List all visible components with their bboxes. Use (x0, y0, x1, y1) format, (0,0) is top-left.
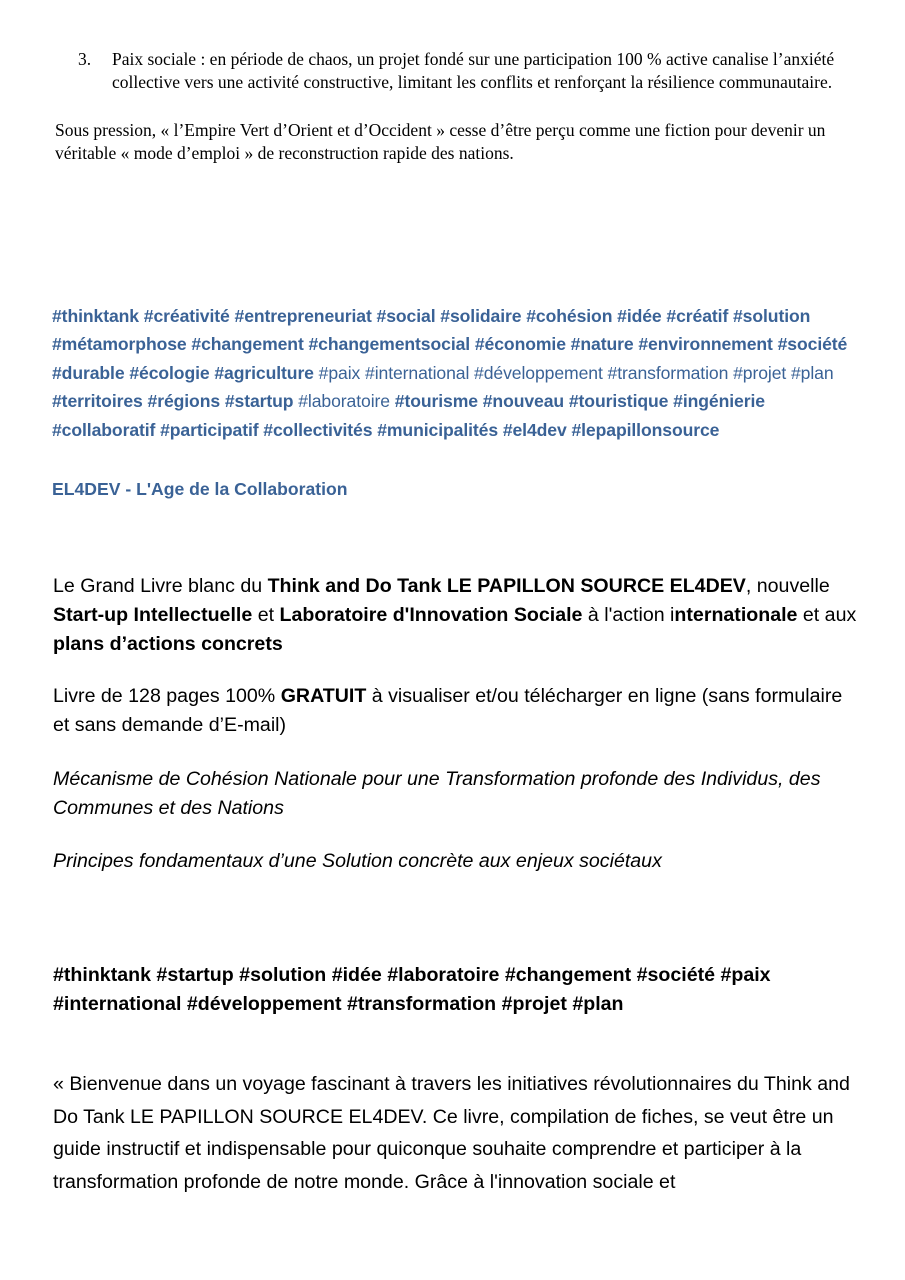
body-paragraph-3-italic: Mécanisme de Cohésion Nationale pour une Transformation profonde des Individus, des Communes et des Nations (53, 768, 821, 820)
p1-part2: , nouvelle (745, 575, 830, 597)
list-item-marker: 3. (78, 49, 92, 69)
body-paragraph-1 (53, 572, 858, 660)
p1-bold5: plans d’actions concrets (53, 633, 283, 656)
numbered-list-item (0, 48, 905, 95)
black-hashtag-line-2[interactable]: #international #développement #transformation #projet #plan (53, 993, 624, 1016)
p2-part1: Livre de 128 pages 100% (53, 684, 281, 707)
p1-bold1: Think and Do Tank LE PAPILLON SOURCE EL4DEV (267, 575, 746, 597)
black-hashtag-line-1[interactable]: #thinktank #startup #solution #idée #laboratoire #changement #société #paix (53, 964, 771, 986)
p1-bold4: nternationale (674, 604, 798, 627)
p2-part2: à visualiser et/ou télécharger en ligne (sans formulaire et sans demande d’E-mail) (53, 684, 843, 736)
hashtag-line-1[interactable]: #thinktank #créativité #entrepreneuriat #social #solidaire #cohésion #idée #créatif #solution (52, 306, 811, 326)
p1-part1: Le Grand Livre blanc du (53, 575, 268, 597)
hashtag-line-3-regular[interactable]: #paix #international #développement #transformation (318, 362, 729, 383)
hashtag-block-blue (52, 302, 852, 444)
hashtag-line-3-bold[interactable]: #société #durable #écologie #agriculture (52, 334, 848, 383)
serif-paragraph: Sous pression, « l’Empire Vert d’Orient et d’Occident » cesse d’être perçu comme une fiction pour devenir un véritable « mode d’emploi » de reconstruction rapide des nations. (55, 119, 826, 164)
p1-part4: à l'action i (582, 604, 675, 627)
hashtag-line-4-regular-b[interactable]: #laboratoire (298, 391, 390, 412)
serif-section (0, 48, 905, 166)
hashtag-line-2[interactable]: #métamorphose #changement #changementsocial #économie #nature #environnement (52, 334, 773, 355)
hashtag-line-5[interactable]: #ingénierie #collaboratif #participatif #collectivités #municipalités #el4dev #lepapillonsource (52, 391, 765, 440)
p1-bold3: Laboratoire d'Innovation Sociale (279, 604, 583, 627)
body-paragraph-4-italic: Principes fondamentaux d’une Solution concrète aux enjeux sociétaux (53, 850, 662, 873)
body-paragraph-2 (53, 682, 858, 740)
body-section (53, 572, 858, 901)
hashtag-block-black (53, 961, 858, 1020)
p2-bold1: GRATUIT (280, 684, 367, 707)
hashtag-line-4-regular-a[interactable]: #projet #plan (733, 362, 834, 383)
hashtag-line-4-bold-a[interactable]: #territoires #régions #startup (52, 391, 294, 412)
p1-part3: et (252, 604, 280, 627)
quote-paragraph: « Bienvenue dans un voyage fascinant à travers les initiatives révolutionnaires du Think and Do Tank LE PAPILLON SOURCE EL4DEV. Ce livre, compilation de fiches, se veut être un guide instructif et indispensable pour quiconque souhaite comprendre et participer à la transformation profonde de notre monde. Grâce à l'innovation sociale et (53, 1073, 850, 1193)
hashtag-line-4-bold-b[interactable]: #tourisme #nouveau #touristique (394, 391, 669, 412)
list-item-text: Paix sociale : en période de chaos, un projet fondé sur une participation 100 % active canalise l’anxiété collective vers une activité constructive, limitant les conflits et renforçant la résilience communautaire. (112, 49, 835, 93)
section-heading-el4dev: EL4DEV - L'Age de la Collaboration (52, 479, 348, 499)
p1-part5: et aux (797, 604, 857, 627)
p1-bold2: Start-up Intellectuelle (53, 604, 253, 627)
